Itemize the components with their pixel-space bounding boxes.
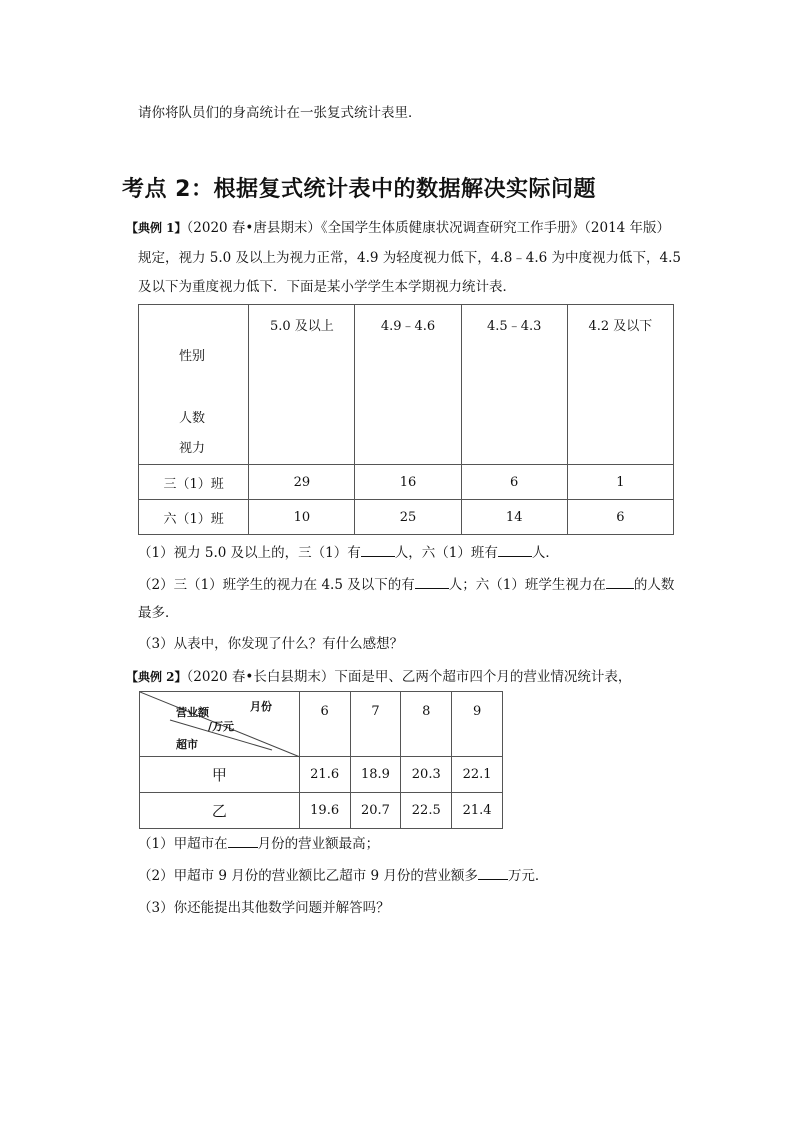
table-row [139, 465, 674, 500]
corner-label-store: 超市 [176, 738, 198, 751]
row-label: 甲 [140, 757, 300, 793]
header-cell: 7 [350, 692, 401, 757]
row-label: 六（1）班 [139, 500, 249, 535]
example-2-line-1 [126, 667, 631, 687]
question-text: 人；六（1）班学生视力在 [448, 577, 606, 593]
corner-label-gender: 性别 [179, 349, 206, 364]
corner-cell [140, 692, 300, 757]
table-cell: 20.7 [350, 793, 401, 829]
table-cell: 6 [461, 465, 567, 500]
table-cell: 29 [249, 465, 355, 500]
header-cell: 8 [401, 692, 452, 757]
header-cell: 5.0 及以上 [249, 305, 355, 465]
example-1-line-1 [126, 218, 670, 238]
corner-label-count: 人数 [179, 411, 206, 426]
example-1-question-3: （3）从表中，你发现了什么？有什么感想？ [138, 636, 404, 652]
corner-label-unit: /万元 [208, 720, 235, 733]
table-cell: 21.4 [452, 793, 503, 829]
question-text: 万元． [507, 868, 549, 884]
table-row [139, 500, 674, 535]
example-2-question-3: （3）你还能提出其他数学问题并解答吗？ [138, 900, 390, 916]
example-1-question-2-cont: 最多． [138, 605, 179, 621]
example-1-line-2: 规定，视力 5.0 及以上为视力正常，4.9 为轻度视力低下，4.8﹣4.6 为中度视力低下，4.5 [138, 250, 682, 266]
question-text: 人，六（1）班有 [394, 545, 498, 561]
table-cell: 22.1 [452, 757, 503, 793]
table-header-row [139, 305, 674, 465]
example-2-tag: 【典例 2】 [126, 670, 187, 684]
answer-blank[interactable] [228, 833, 258, 848]
example-1-question-2 [138, 574, 674, 595]
header-cell: 6 [299, 692, 350, 757]
table-cell: 10 [249, 500, 355, 535]
table-cell: 25 [355, 500, 461, 535]
header-cell: 4.2 及以下 [567, 305, 673, 465]
answer-blank[interactable] [415, 574, 449, 589]
example-2-source: （2020 春•长白县期末）下面是甲、乙两个超市四个月的营业情况统计表， [186, 669, 632, 685]
question-text: 人． [531, 545, 559, 561]
answer-blank[interactable] [606, 574, 634, 589]
question-text: （1）视力 5.0 及以上的，三（1）有 [138, 545, 361, 561]
table-cell: 20.3 [401, 757, 452, 793]
table-row [140, 793, 503, 829]
question-text: （2）三（1）班学生的视力在 4.5 及以下的有 [138, 577, 415, 593]
row-label: 三（1）班 [139, 465, 249, 500]
table-cell: 6 [567, 500, 673, 535]
question-text: （1）甲超市在 [138, 836, 228, 852]
example-1-tag: 【典例 1】 [126, 221, 187, 235]
vision-table [138, 304, 674, 535]
sales-table [139, 691, 503, 829]
corner-label-month: 月份 [250, 700, 272, 713]
table-cell: 19.6 [299, 793, 350, 829]
corner-label-sales: 营业额 [176, 706, 209, 719]
table-cell: 16 [355, 465, 461, 500]
example-2-question-1 [138, 833, 379, 854]
question-text: （2）甲超市 9 月份的营业额比乙超市 9 月份的营业额多 [138, 868, 478, 884]
question-text: 的人数 [633, 577, 675, 593]
header-cell: 4.9﹣4.6 [355, 305, 461, 465]
table-cell: 18.9 [350, 757, 401, 793]
answer-blank[interactable] [498, 542, 532, 557]
table-cell: 22.5 [401, 793, 452, 829]
corner-label-vision: 视力 [179, 441, 206, 456]
answer-blank[interactable] [478, 865, 508, 880]
example-1-question-1 [138, 542, 559, 563]
example-1-line-3: 及以下为重度视力低下．下面是某小学学生本学期视力统计表． [138, 279, 516, 295]
table-cell: 1 [567, 465, 673, 500]
table-header-row [140, 692, 503, 757]
table-row [140, 757, 503, 793]
corner-cell [139, 305, 249, 465]
header-cell: 4.5﹣4.3 [461, 305, 567, 465]
row-label: 乙 [140, 793, 300, 829]
example-1-source: （2020 春•唐县期末）《全国学生体质健康状况调查研究工作手册》（2014 年版） [186, 220, 671, 236]
section-title: 考点 2：根据复式统计表中的数据解决实际问题 [122, 177, 596, 202]
answer-blank[interactable] [361, 542, 395, 557]
example-2-question-2 [138, 865, 548, 886]
intro-text: 请你将队员们的身高统计在一张复式统计表里． [138, 105, 422, 121]
header-cell: 9 [452, 692, 503, 757]
question-text: 月份的营业额最高； [257, 836, 380, 852]
table-cell: 14 [461, 500, 567, 535]
table-cell: 21.6 [299, 757, 350, 793]
